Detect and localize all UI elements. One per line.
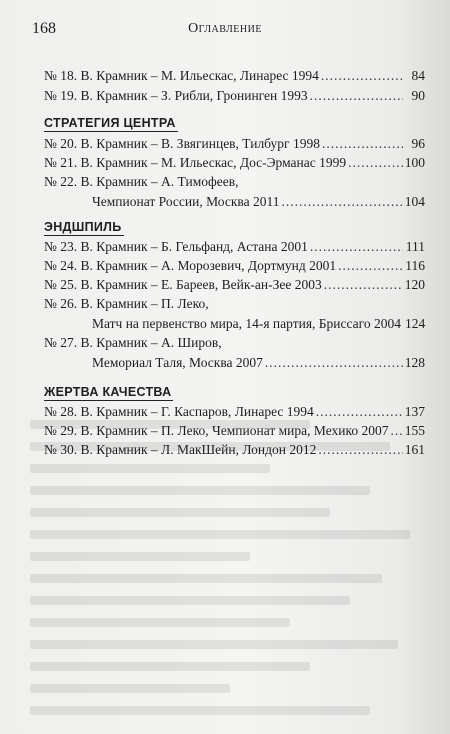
toc-entry[interactable]	[44, 86, 425, 106]
leader-dots	[322, 134, 403, 154]
leader-dots	[391, 421, 403, 441]
toc-entry-title: № 28. В. Крамник – Г. Каспаров, Линарес 1994	[44, 404, 314, 419]
toc-entry-page: 155	[404, 423, 425, 438]
toc-entry[interactable]	[44, 66, 425, 86]
toc-entry-page: 84	[411, 68, 425, 83]
toc-entry-page: 96	[411, 136, 425, 151]
toc-entry[interactable]	[44, 256, 425, 276]
toc-entry-title: № 18. В. Крамник – М. Ильескас, Линарес 1994	[44, 68, 319, 83]
leader-dots	[318, 440, 402, 460]
toc-entry-page: 111	[405, 239, 425, 254]
toc-entry-subtitle: Чемпионат России, Москва 2011	[92, 194, 280, 209]
toc-entry-page: 100	[404, 155, 425, 170]
toc-entry[interactable]	[44, 172, 425, 212]
leader-dots	[281, 192, 402, 212]
toc-entry[interactable]	[44, 153, 425, 173]
page-number: 168	[32, 20, 56, 37]
leader-dots	[324, 275, 403, 295]
section-title-endgame: ЭНДШПИЛЬ	[44, 220, 122, 234]
toc-entry-title: № 30. В. Крамник – Л. МакШейн, Лондон 2012	[44, 442, 317, 457]
toc-entry-page: 90	[411, 88, 425, 103]
toc-entry-title: № 19. В. Крамник – З. Рибли, Гронинген 1993	[44, 88, 308, 103]
toc-entry-title: № 26. В. Крамник – П. Леко,	[44, 296, 209, 311]
toc-entry[interactable]	[44, 421, 425, 441]
toc-entry-title: № 25. В. Крамник – Е. Бареев, Вейк-ан-Зее 2003	[44, 277, 322, 292]
toc-entry-page: 124	[404, 316, 426, 331]
toc-entry[interactable]	[44, 275, 425, 295]
toc-entry-title: № 20. В. Крамник – В. Звягинцев, Тилбург 1998	[44, 136, 320, 151]
toc-entry-title: № 29. В. Крамник – П. Леко, Чемпионат мира, Мехико 2007	[44, 423, 389, 438]
leader-dots	[310, 86, 403, 106]
toc-entry-title: № 21. В. Крамник – М. Ильескас, Дос-Эрманас 1999	[44, 155, 347, 170]
toc-entry-title: № 27. В. Крамник – А. Широв,	[44, 335, 222, 350]
toc-entry-page: 120	[404, 277, 425, 292]
bleed-through-text	[30, 420, 430, 720]
leader-dots	[348, 153, 403, 173]
toc-entry[interactable]	[44, 333, 425, 373]
toc-entry-page: 116	[405, 258, 425, 273]
leader-dots	[265, 353, 403, 373]
toc-entry-subtitle: Мемориал Таля, Москва 2007	[92, 355, 263, 370]
toc-entry-title: № 24. В. Крамник – А. Морозевич, Дортмунд 2001	[44, 258, 337, 273]
toc-entry[interactable]	[44, 134, 425, 154]
leader-dots	[338, 256, 403, 276]
toc-entry[interactable]	[44, 440, 425, 460]
section-title-exchange-sacrifice: ЖЕРТВА КАЧЕСТВА	[44, 385, 172, 399]
toc-entry-title: № 23. В. Крамник – Б. Гельфанд, Астана 2001	[44, 239, 308, 254]
toc-entry-title: № 22. В. Крамник – А. Тимофеев,	[44, 174, 239, 189]
toc-entry-subtitle: Матч на первенство мира, 14-я партия, Бриссаго 2004	[92, 316, 401, 331]
leader-dots	[321, 66, 403, 86]
toc-entry[interactable]	[44, 237, 425, 257]
leader-dots	[310, 237, 403, 257]
running-title: Оглавление	[188, 21, 262, 36]
toc-entry-page: 161	[404, 442, 425, 457]
toc-entry[interactable]	[44, 294, 425, 334]
section-title-center-strategy: СТРАТЕГИЯ ЦЕНТРА	[44, 116, 176, 130]
toc-entry-page: 104	[404, 194, 425, 209]
toc-entry-page: 128	[404, 355, 425, 370]
leader-dots	[316, 402, 403, 422]
toc-entry[interactable]	[44, 402, 425, 422]
toc-entry-page: 137	[404, 404, 425, 419]
